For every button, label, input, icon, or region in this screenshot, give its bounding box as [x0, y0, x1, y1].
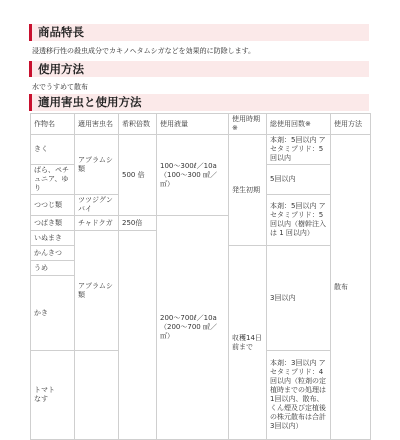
pest-usage-table: [30, 113, 371, 440]
crop-cell: ばら、ペチュニア、ゆり: [31, 165, 75, 195]
pest-cell: アブラムシ類: [75, 135, 119, 195]
volume-cell: 200～700ℓ／10a （200～700 ㎖／㎡）: [157, 216, 229, 440]
section-title-features: 商品特長: [29, 24, 369, 41]
section-title-pests: 適用害虫と使用方法: [29, 94, 369, 111]
crop-cell: つつじ類: [31, 195, 75, 216]
pest-cell: ツツジグンバイ: [75, 195, 119, 216]
method-cell: 散布: [331, 135, 371, 440]
crop-cell: きく: [31, 135, 75, 165]
header-crop: 作物名: [31, 114, 75, 135]
crop-cell: いぬまき: [31, 231, 75, 246]
header-volume: 使用液量: [157, 114, 229, 135]
usage-text: 水でうすめて散布: [32, 83, 88, 91]
pest-cell-empty: [75, 351, 119, 440]
count-cell: 5回以内: [267, 165, 331, 195]
pest-cell: アブラムシ類: [75, 231, 119, 351]
table-row: [31, 135, 371, 165]
timing-cell: 収穫14日前まで: [229, 246, 267, 440]
count-cell: 本剤：3回以内 アセタミプリド：4回以内（粒剤の定植時までの処理は1回以内、散布、くん煙及び定植後の株元散布は合計3回以内）: [267, 351, 331, 440]
crop-cell: かき: [31, 276, 75, 351]
timing-cell: 発生初期: [229, 135, 267, 246]
count-cell: 本剤：5回以内 アセタミプリド：5回以内: [267, 135, 331, 165]
crop-cell: うめ: [31, 261, 75, 276]
header-count: 総使用回数※: [267, 114, 331, 135]
count-cell: 3回以内: [267, 246, 331, 351]
header-timing: 使用時期※: [229, 114, 267, 135]
dilution-cell: 250倍: [119, 216, 157, 231]
volume-cell: 100～300ℓ／10a （100～300 ㎖／㎡）: [157, 135, 229, 216]
dilution-cell: 500 倍: [119, 135, 157, 216]
header-method: 使用方法: [331, 114, 371, 135]
header-pest: 適用害虫名: [75, 114, 119, 135]
crop-cell: つばき類: [31, 216, 75, 231]
crop-cell: かんきつ: [31, 246, 75, 261]
crop-cell: トマト なす: [31, 351, 75, 440]
header-dilution: 希釈倍数: [119, 114, 157, 135]
features-text: 浸透移行性の殺虫成分でカキノヘタムシガなどを効果的に防除します。: [32, 47, 256, 55]
pest-cell: チャドクガ: [75, 216, 119, 231]
section-title-usage: 使用方法: [29, 61, 369, 77]
count-cell: 本剤：5回以内 アセタミプリド：5回以内（樹幹注入は 1 回以内）: [267, 195, 331, 246]
table-header-row: [31, 114, 371, 135]
dilution-cell-empty: [119, 231, 157, 440]
